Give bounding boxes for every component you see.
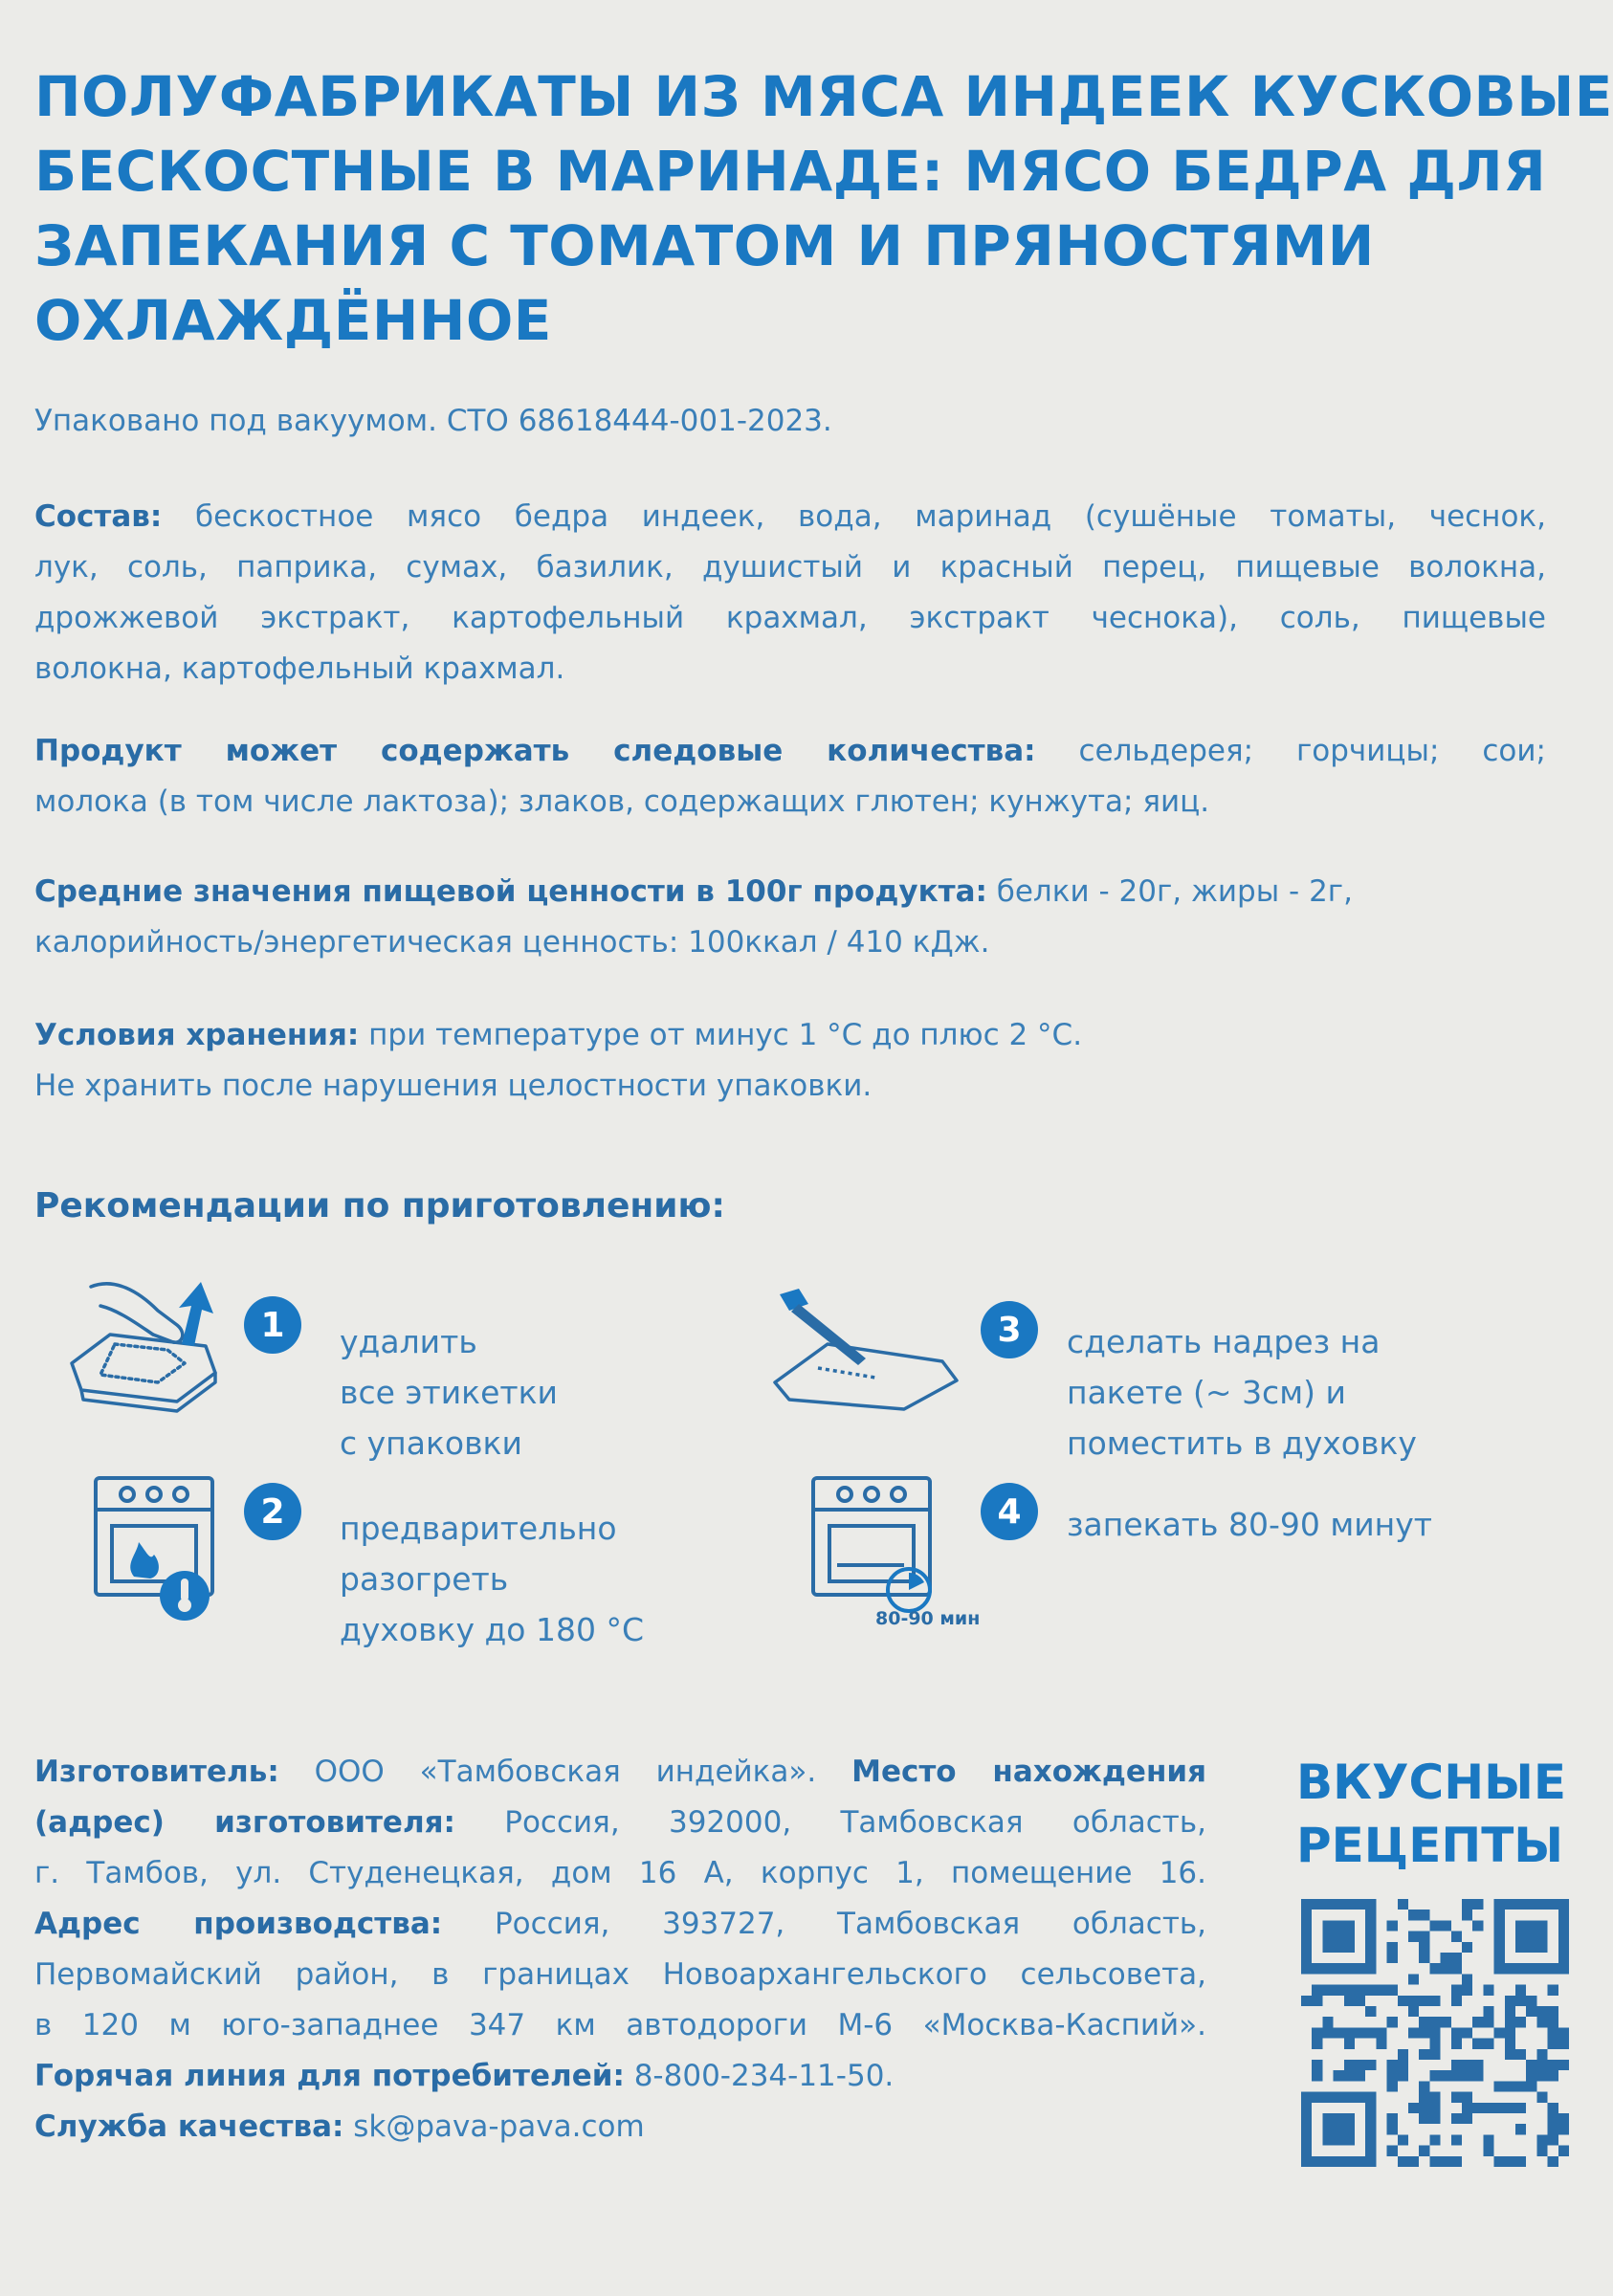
cooking-heading: Рекомендации по приготовлению:	[34, 1186, 725, 1225]
title-line: БЕСКОСТНЫЕ В МАРИНАДЕ: МЯСО БЕДРА ДЛЯ	[34, 139, 1547, 204]
quality-label: Служба качества:	[34, 2109, 344, 2144]
peel-label-icon	[62, 1268, 225, 1421]
composition-text: лук, соль, паприка, сумах, базилик, душистый и красный перец, пищевые волокна,	[34, 550, 1546, 585]
timer-label: 80-90 мин	[875, 1608, 981, 1626]
manufacturer-label: Изготовитель:	[34, 1755, 279, 1789]
title-line: ОХЛАЖДЁННОЕ	[34, 288, 552, 353]
step-number-1: 1	[244, 1296, 301, 1354]
oven-preheat-icon	[91, 1473, 220, 1626]
manufacturer-text: Россия, 393727, Тамбовская область,	[442, 1907, 1207, 1941]
title-line: ЗАПЕКАНИЯ С ТОМАТОМ И ПРЯНОСТЯМИ	[34, 213, 1375, 278]
traces-label: Продукт может содержать следовые количества:	[34, 734, 1036, 768]
quality-email: sk@pava-pava.com	[343, 2109, 645, 2144]
composition-label: Состав:	[34, 499, 163, 534]
recipes-heading	[1296, 1751, 1574, 1877]
composition	[34, 492, 1546, 695]
title-line: ПОЛУФАБРИКАТЫ ИЗ МЯСА ИНДЕЕК КУСКОВЫЕ	[34, 64, 1613, 129]
manufacturer-text: г. Тамбов, ул. Студенецкая, дом 16 А, корпус 1, помещение 16.	[34, 1856, 1206, 1890]
step-line: пакете (~ 3см) и	[1067, 1374, 1346, 1411]
manufacturer-label: Адрес производства:	[34, 1907, 443, 1941]
composition-text: дрожжевой экстракт, картофельный крахмал, экстракт чеснока), соль, пищевые	[34, 601, 1546, 635]
step-line: предварительно	[340, 1510, 617, 1547]
manufacturer-label: Место нахождения	[851, 1755, 1206, 1789]
knife-cut-icon	[770, 1287, 971, 1411]
step-line: поместить в духовку	[1067, 1424, 1417, 1462]
nutrition	[34, 867, 1546, 968]
step-number-2: 2	[244, 1483, 301, 1540]
storage-text: Не хранить после нарушения целостности упаковки.	[34, 1069, 873, 1103]
nutrition-text: калорийность/энергетическая ценность: 100ккал / 410 кДж.	[34, 925, 990, 960]
step-1-text	[340, 1316, 558, 1468]
packing-info: Упаковано под вакуумом. СТО 68618444-001-2023.	[34, 404, 832, 438]
manufacturer-info	[34, 1747, 1206, 2152]
step-line: духовку до 180 °С	[340, 1611, 644, 1648]
step-line: разогреть	[340, 1560, 509, 1598]
step-line: запекать 80-90 минут	[1067, 1506, 1433, 1543]
product-title	[34, 59, 1613, 358]
storage-label: Условия хранения:	[34, 1018, 360, 1052]
nutrition-label: Средние значения пищевой ценности в 100г продукта:	[34, 874, 987, 909]
recipes-line: ВКУСНЫЕ	[1296, 1755, 1567, 1810]
storage	[34, 1010, 1546, 1112]
manufacturer-text: Россия, 392000, Тамбовская область,	[454, 1805, 1206, 1840]
manufacturer-text: в 120 м юго-западнее 347 км автодороги М-6 «Москва-Каспий».	[34, 2008, 1206, 2042]
step-number-3: 3	[981, 1301, 1038, 1358]
composition-text: бескостное мясо бедра индеек, вода, маринад (сушёные томаты, чеснок,	[162, 499, 1546, 534]
step-line: все этикетки	[340, 1374, 559, 1411]
manufacturer-text: ООО «Тамбовская индейка».	[278, 1755, 852, 1789]
traces-text: сельдерея; горчицы; сои;	[1035, 734, 1546, 768]
nutrition-text: белки - 20г, жиры - 2г,	[986, 874, 1353, 909]
oven-timer-icon	[808, 1473, 981, 1626]
hotline-label: Горячая линия для потребителей:	[34, 2059, 625, 2093]
step-4-text	[1067, 1499, 1432, 1550]
step-number-4: 4	[981, 1483, 1038, 1540]
traces	[34, 726, 1546, 828]
step-line: удалить	[340, 1323, 477, 1360]
composition-text: волокна, картофельный крахмал.	[34, 651, 565, 686]
qr-code[interactable]	[1301, 1899, 1569, 2167]
hotline-number: 8-800-234-11-50.	[624, 2059, 895, 2093]
traces-text: молока (в том числе лактоза); злаков, содержащих глютен; кунжута; яиц.	[34, 784, 1210, 819]
step-2-text	[340, 1503, 644, 1655]
storage-text: при температуре от минус 1 °С до плюс 2 °С.	[359, 1018, 1083, 1052]
manufacturer-text: Первомайский район, в границах Новоархангельского сельсовета,	[34, 1957, 1206, 1992]
manufacturer-label: (адрес) изготовителя:	[34, 1805, 455, 1840]
recipes-line: РЕЦЕПТЫ	[1296, 1818, 1564, 1873]
step-line: с упаковки	[340, 1424, 522, 1462]
step-line: сделать надрез на	[1067, 1323, 1381, 1360]
step-3-text	[1067, 1316, 1417, 1468]
